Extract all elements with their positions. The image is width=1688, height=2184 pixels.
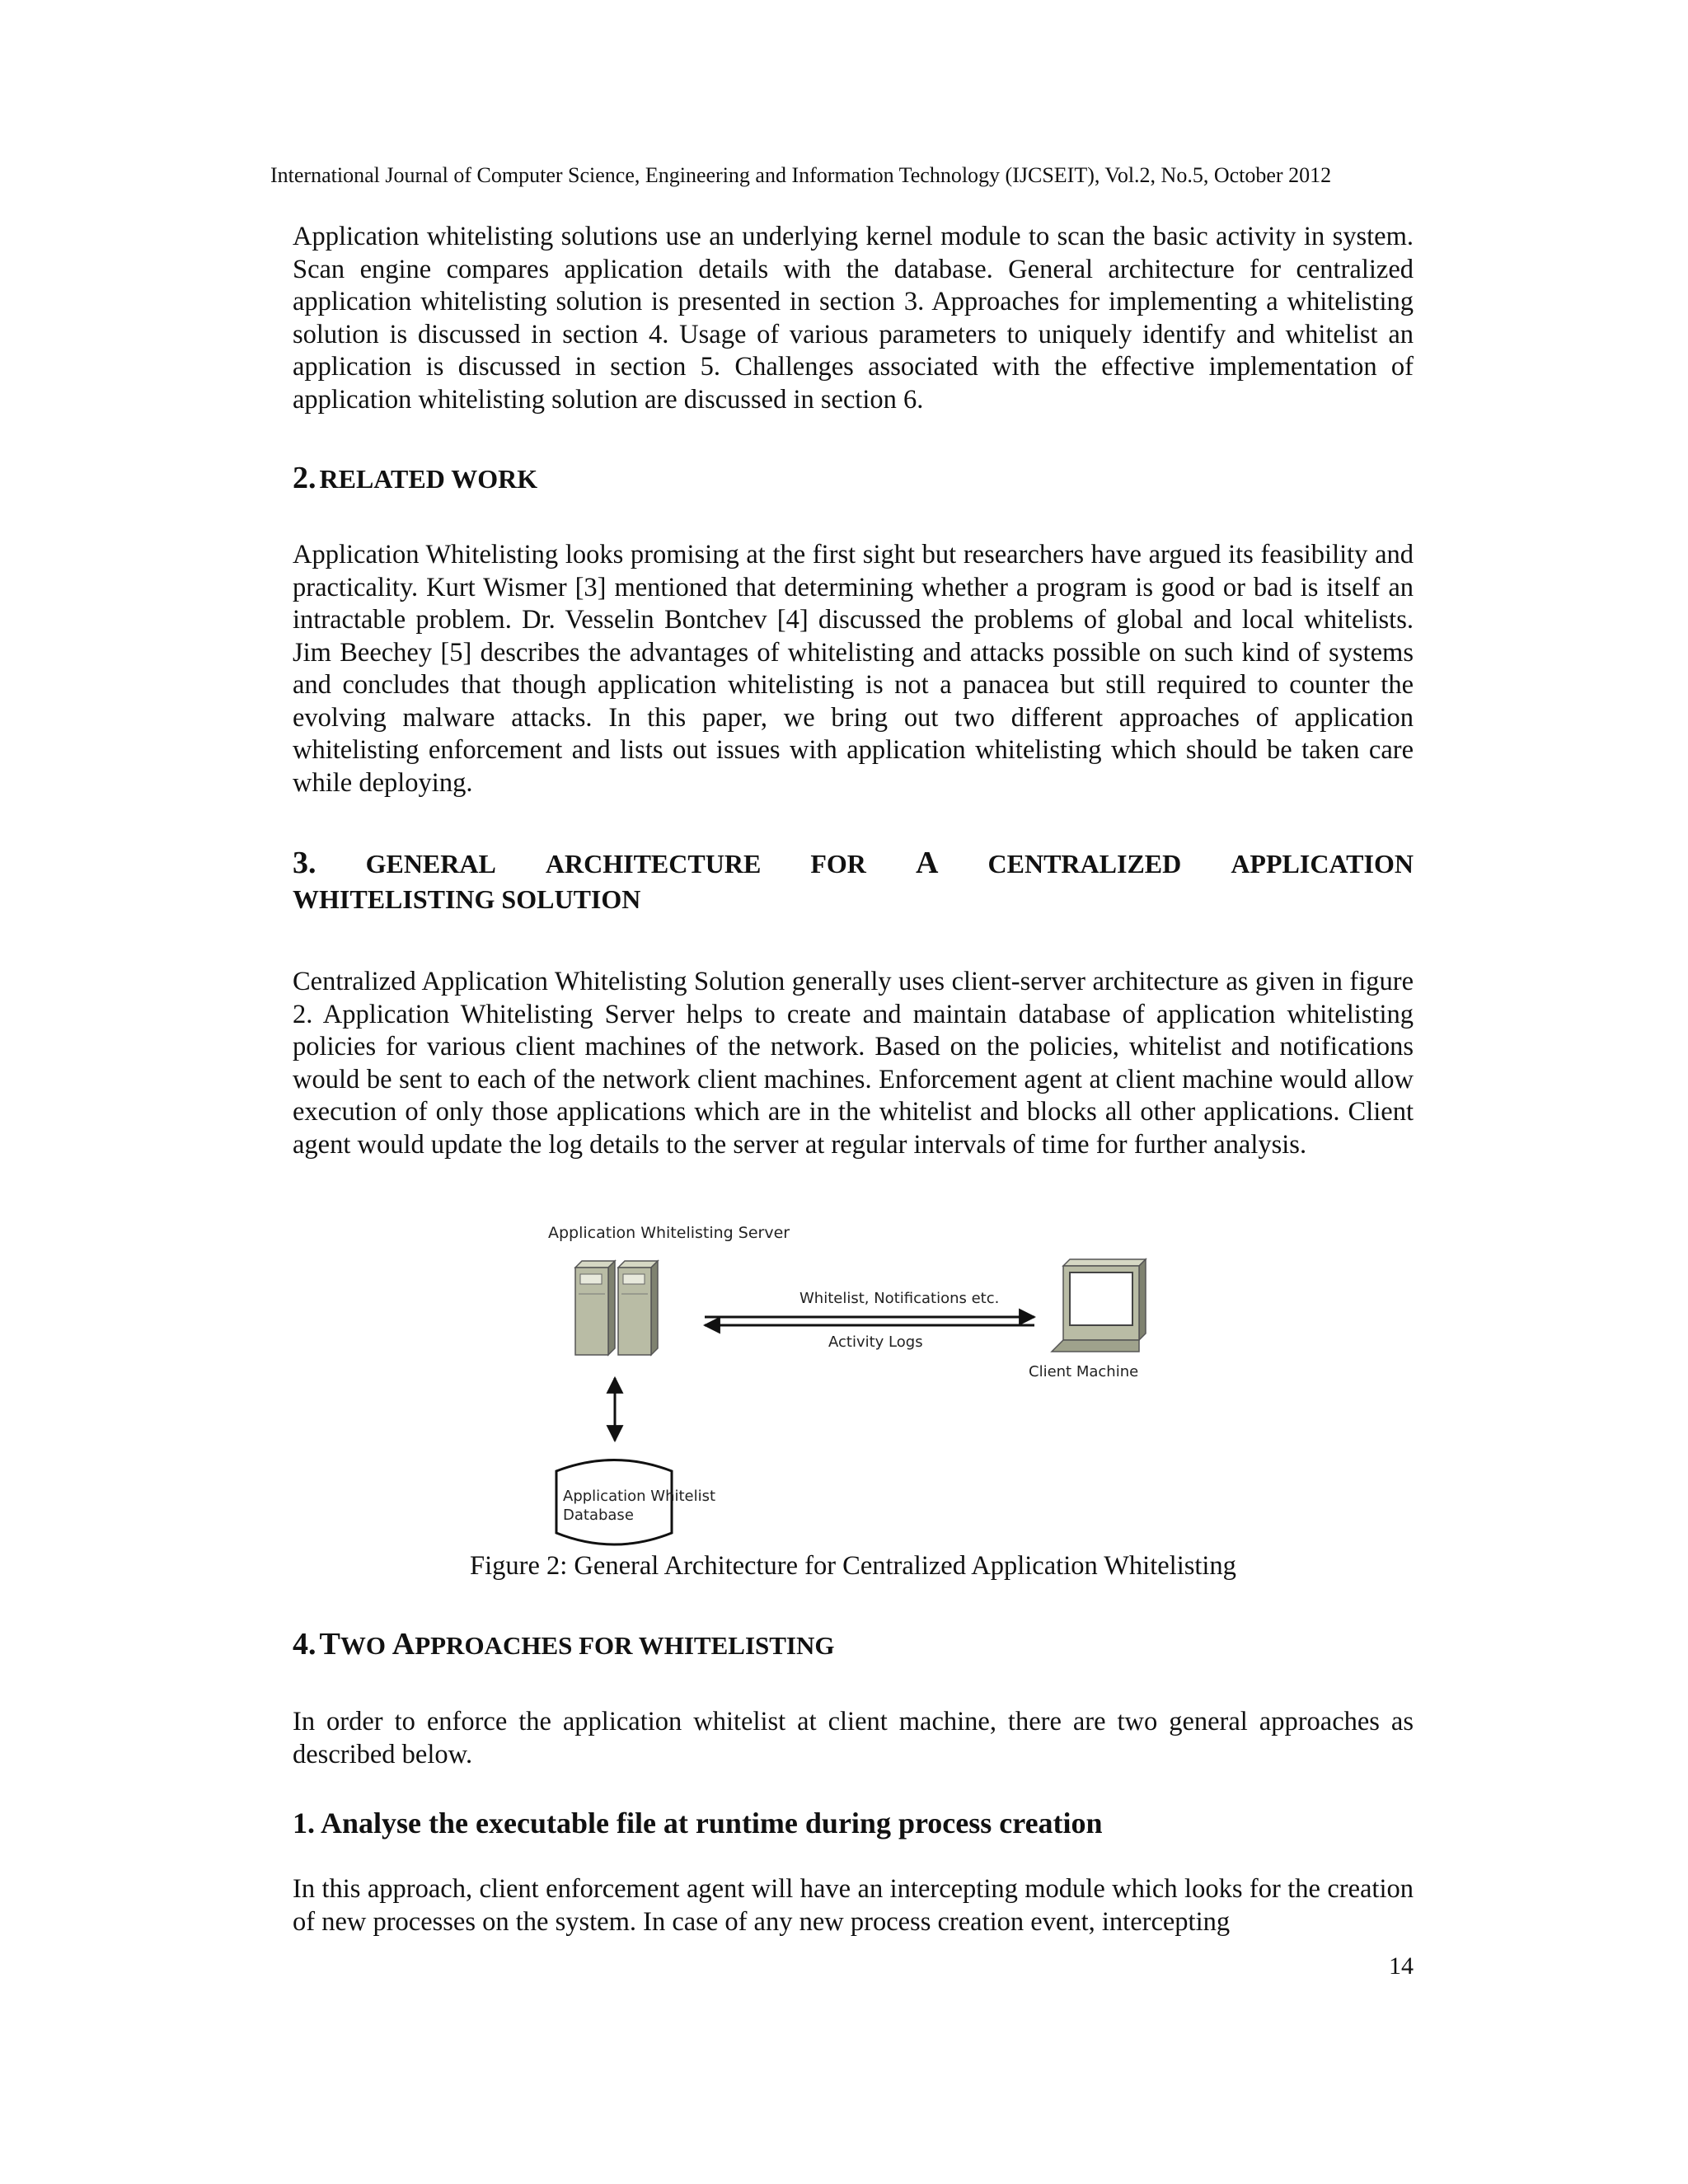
section-3-title-word: CENTRALIZED <box>987 849 1182 879</box>
section-3-title-line-2: WHITELISTING SOLUTION <box>293 884 641 914</box>
section-4-paragraph: In order to enforce the application whitelist at client machine, there are two general approaches as described below. <box>293 1707 1414 1769</box>
running-head: International Journal of Computer Science, Engineering and Information Technology (IJCSEIT), Vol.2, No.5, October 2012 <box>270 163 1332 187</box>
section-2-heading <box>293 460 1414 496</box>
section-4-title-part: PPROACHES FOR WHITELISTING <box>415 1631 835 1660</box>
section-4-title-part: A <box>392 1627 415 1661</box>
whitelist-arrow-label: Whitelist, Notifications etc. <box>799 1290 1000 1307</box>
architecture-diagram <box>528 1220 1187 1549</box>
database-label-line-2: Database <box>563 1507 634 1524</box>
section-3-paragraph: Centralized Application Whitelisting Solution generally uses client-server architecture as given in figure 2. Application Whitelisting Server helps to create and maintain database of application whitelisting policies for various client machines of the network. Based on the policies, whitelist and notifications would be sent to each of the network client machines. Enforcement agent at client machine would allow execution of only those applications which are in the whitelist and blocks all other applications. Client agent would update the log details to the server at regular intervals of time for further analysis. <box>293 967 1414 1160</box>
section-2-title: RELATED WORK <box>319 464 538 494</box>
page-number: 14 <box>1389 1952 1414 1980</box>
section-3-title-word: GENERAL <box>365 849 496 879</box>
section-4-title-part: WO <box>340 1631 392 1660</box>
section-4-number: 4. <box>293 1627 316 1661</box>
section-2-paragraph: Application Whitelisting looks promising at the first sight but researchers have argued its feasibility and practicality. Kurt Wismer [3] mentioned that determining whether a program is good or bad is itself an intractable problem. Dr. Vesselin Bontchev [4] discussed the problems of global and local whitelists. Jim Beechey [5] describes the advantages of whitelisting and attacks possible on such kind of systems and concludes that though application whitelisting is not a panacea but still required to counter the evolving malware attacks. In this paper, we bring out two different approaches of application whitelisting enforcement and lists out issues with application whitelisting which should be taken care while deploying. <box>293 540 1414 798</box>
section-3-title-word: A <box>915 846 939 880</box>
subsection-heading: 1. Analyse the executable file at runtime during process creation <box>293 1807 1103 1840</box>
section-3-number: 3. <box>293 846 316 880</box>
section-3-title-word: FOR <box>810 849 866 879</box>
activity-logs-label: Activity Logs <box>828 1333 923 1351</box>
section-3-title-word: ARCHITECTURE <box>545 849 762 879</box>
section-4-heading <box>293 1626 1414 1662</box>
figure-caption: Figure 2: General Architecture for Centralized Application Whitelisting <box>470 1551 1236 1581</box>
section-3-title-word: APPLICATION <box>1231 849 1414 879</box>
client-machine-label: Client Machine <box>1029 1363 1139 1380</box>
section-4-title-part: T <box>319 1627 340 1661</box>
client-machine-icon <box>1052 1259 1146 1352</box>
section-2-number: 2. <box>293 461 316 495</box>
intro-paragraph: Application whitelisting solutions use an underlying kernel module to scan the basic activity in system. Scan engine compares application details with the database. General architecture for centralized application whitelisting solution is presented in section 3. Approaches for implementing a whitelisting solution is discussed in section 4. Usage of various parameters to uniquely identify and whitelist an application is discussed in section 5. Challenges associated with the effective implementation of application whitelisting solution are discussed in section 6. <box>293 222 1414 415</box>
subsection-paragraph: In this approach, client enforcement agent will have an intercepting module which looks for the creation of new processes on the system. In case of any new process creation event, intercepting <box>293 1874 1414 1937</box>
architecture-figure <box>528 1220 1187 1549</box>
section-3-heading <box>293 845 1414 915</box>
server-icon <box>575 1261 658 1355</box>
server-label: Application Whitelisting Server <box>548 1224 790 1242</box>
section-3-title-line-1 <box>293 845 1414 881</box>
database-label-line-1: Application Whitelist <box>563 1488 716 1505</box>
